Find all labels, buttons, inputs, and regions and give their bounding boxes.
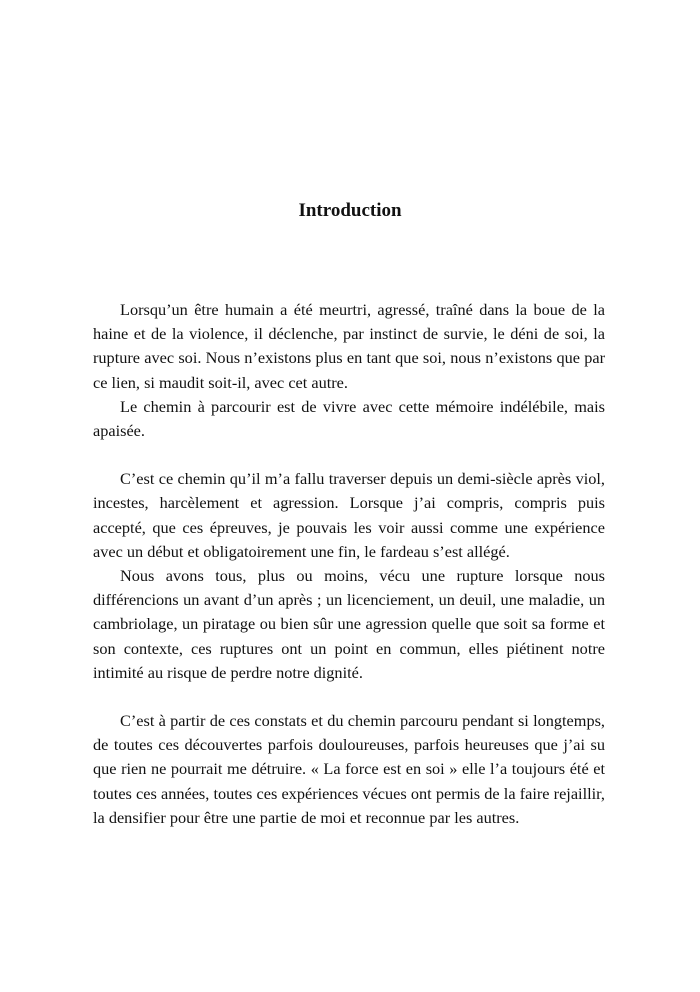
- page-title: Introduction: [298, 200, 402, 221]
- paragraph-5: C’est à partir de ces constats et du chemin parcouru pendant si longtemps, de toutes ces découvertes parfois douloureuses, parfois heureuses que j’ai su que rien ne pourrait me détruire. « La force est en soi » elle l’a toujours été et toutes ces années, toutes ces expériences vécues ont permis de la faire rejaillir, la densifier pour être une partie de moi et reconnue par les autres.: [93, 711, 605, 827]
- paragraph-3: C’est ce chemin qu’il m’a fallu traverser depuis un demi-siècle après viol, incestes, harcèlement et agression. Lorsque j’ai compris, compris puis accepté, que ces épreuves, je pouvais les voir aussi comme une expérience avec un début et obligatoirement une fin, le fardeau s’est allégé.: [93, 469, 605, 561]
- paragraph-gap: [93, 685, 605, 709]
- paragraph-gap: [93, 443, 605, 467]
- body-text: [93, 298, 605, 830]
- paragraph-1: Lorsqu’un être humain a été meurtri, agressé, traîné dans la boue de la haine et de la violence, il déclenche, par instinct de survie, le déni de soi, la rupture avec soi. Nous n’existons plus en tant que soi, nous n’existons que par ce lien, si maudit soit-il, avec cet autre.: [93, 300, 605, 392]
- paragraph-2: Le chemin à parcourir est de vivre avec cette mémoire indélébile, mais apaisée.: [93, 396, 605, 441]
- paragraph-4: Nous avons tous, plus ou moins, vécu une rupture lorsque nous différencions un avant d’un après ; un licenciement, un deuil, une maladie, un cambriolage, un piratage ou bien sûr une agression quelle que soit sa forme et son contexte, ces ruptures ont un point en commun, elles piétinent notre intimité au risque de perdre notre dignité.: [93, 566, 605, 682]
